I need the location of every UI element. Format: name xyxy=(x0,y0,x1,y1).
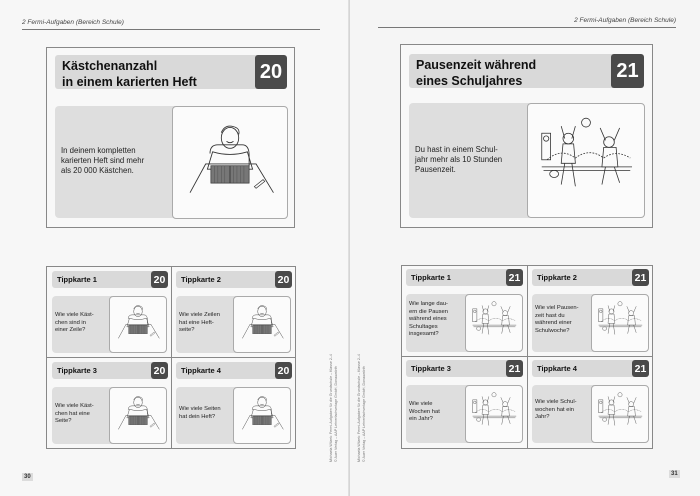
child-reading-notebook-icon xyxy=(234,388,290,443)
statement-line: In deinem kompletten xyxy=(61,146,136,155)
tip-cards-20 xyxy=(46,266,296,449)
question-line: während einer xyxy=(535,320,572,327)
statement-line: Du hast in einem Schul- xyxy=(415,145,498,154)
tip-text-panel xyxy=(52,387,112,444)
task-title xyxy=(62,59,197,90)
tip-card-4 xyxy=(528,357,653,447)
credit-line: Michaela Wilzek: Fermi-Aufgaben für die Grundschule – Klasse 2–4 xyxy=(329,354,333,462)
tip-illustration-frame xyxy=(465,294,523,352)
question-line: wochen hat ein xyxy=(535,406,574,413)
credit-line: © Auer Verlag – AAP Lehrerfachverlage GmbH, Donauwörth xyxy=(333,366,338,462)
children-playing-ball-icon xyxy=(528,104,644,217)
tip-card-3 xyxy=(402,357,527,447)
task-title-line: Pausenzeit während xyxy=(416,58,537,72)
copyright-credit xyxy=(357,354,366,462)
copyright-credit xyxy=(329,354,338,462)
tip-number-badge: 20 xyxy=(275,362,292,379)
tip-card-1 xyxy=(402,266,527,356)
tip-illustration-frame xyxy=(233,387,291,444)
question-line: Wie viele Zeilen xyxy=(179,312,220,318)
credit-line: Michaela Wilzek: Fermi-Aufgaben für die Grundschule – Klasse 2–4 xyxy=(357,354,361,462)
tip-question xyxy=(409,401,440,424)
tip-illustration-frame xyxy=(109,296,167,353)
question-line: einer Zeile? xyxy=(55,327,86,334)
question-line: Wie viele Käst- xyxy=(55,312,94,318)
child-reading-notebook-icon xyxy=(110,388,166,443)
task-statement xyxy=(61,146,144,176)
children-playing-ball-icon xyxy=(466,386,522,442)
task-illustration-frame xyxy=(527,103,645,218)
tip-text-panel xyxy=(406,294,468,352)
tip-illustration-frame xyxy=(233,296,291,353)
children-playing-ball-icon xyxy=(592,295,648,351)
question-line: Schultages xyxy=(409,323,438,330)
running-head: 2 Fermi-Aufgaben (Bereich Schule) xyxy=(22,19,124,26)
tip-question xyxy=(535,399,577,422)
tip-cards-21 xyxy=(401,265,653,449)
statement-line: als 20 000 Kästchen. xyxy=(61,166,134,176)
question-line: insgesamt? xyxy=(409,331,439,338)
question-line: Schulwoche? xyxy=(535,327,570,334)
task-title xyxy=(416,58,536,89)
statement-line: karierten Heft sind mehr xyxy=(61,156,145,166)
tip-illustration-frame xyxy=(591,385,649,443)
statement-line: Pausenzeit. xyxy=(415,165,456,175)
tip-label: Tippkarte 3 xyxy=(411,364,451,373)
header-rule xyxy=(378,27,676,28)
task-title-line: in einem karierten Heft xyxy=(62,74,197,89)
tip-text-panel xyxy=(176,296,236,353)
child-reading-notebook-icon xyxy=(234,297,290,352)
tip-card-1 xyxy=(47,267,171,357)
question-line: ern die Pausen xyxy=(409,308,448,315)
running-head: 2 Fermi-Aufgaben (Bereich Schule) xyxy=(574,17,676,24)
tip-card-2 xyxy=(172,267,296,357)
question-line: Wie lange dau- xyxy=(409,301,448,307)
page-number: 31 xyxy=(671,471,678,477)
tip-label: Tippkarte 3 xyxy=(57,366,97,375)
tip-text-panel xyxy=(406,385,468,443)
tip-number-badge: 20 xyxy=(151,362,168,379)
task-title-line: Kästchenanzahl xyxy=(62,59,158,73)
tip-label: Tippkarte 2 xyxy=(181,275,221,284)
tip-label: Tippkarte 4 xyxy=(537,364,577,373)
question-line: chen sind in xyxy=(55,319,86,326)
tip-question xyxy=(409,301,448,339)
tip-label: Tippkarte 4 xyxy=(181,366,221,375)
question-line: Wochen hat xyxy=(409,408,440,415)
header-rule xyxy=(22,29,320,30)
tip-question xyxy=(179,312,220,335)
tip-question xyxy=(179,406,221,421)
tip-number-badge: 21 xyxy=(632,360,649,377)
question-line: Wie viel Pausen- xyxy=(535,305,579,311)
question-line: chen hat eine xyxy=(55,410,90,417)
task-number-badge: 20 xyxy=(255,55,287,89)
tip-number-badge: 21 xyxy=(632,269,649,286)
tip-label: Tippkarte 1 xyxy=(57,275,97,284)
tip-card-3 xyxy=(47,358,171,448)
tip-question xyxy=(535,305,579,335)
task-title-line: eines Schuljahres xyxy=(416,73,523,88)
task-illustration-frame xyxy=(172,106,288,219)
tip-number-badge: 21 xyxy=(506,269,523,286)
tip-text-panel xyxy=(532,385,594,443)
question-line: Wie viele Seiten xyxy=(179,406,221,412)
children-playing-ball-icon xyxy=(466,295,522,351)
task-statement xyxy=(415,145,502,175)
task-number-badge: 21 xyxy=(611,54,644,88)
tip-number-badge: 20 xyxy=(151,271,168,288)
question-line: ein Jahr? xyxy=(409,416,433,423)
question-line: Seite? xyxy=(55,418,72,425)
question-line: seite? xyxy=(179,327,195,334)
task-text-panel xyxy=(55,106,175,218)
question-line: Wie viele xyxy=(409,401,433,407)
tip-illustration-frame xyxy=(109,387,167,444)
tip-illustration-frame xyxy=(465,385,523,443)
question-line: während eines xyxy=(409,316,447,323)
question-line: hat dein Heft? xyxy=(179,413,216,420)
question-line: zeit hast du xyxy=(535,312,565,319)
task-card-21 xyxy=(400,44,653,228)
question-line: Wie viele Schul- xyxy=(535,399,577,405)
tip-number-badge: 20 xyxy=(275,271,292,288)
tip-card-4 xyxy=(172,358,296,448)
tip-illustration-frame xyxy=(591,294,649,352)
tip-text-panel xyxy=(532,294,594,352)
tip-label: Tippkarte 1 xyxy=(411,273,451,282)
question-line: Wie viele Käst- xyxy=(55,403,94,409)
right-page xyxy=(350,0,700,496)
child-reading-notebook-icon xyxy=(110,297,166,352)
tip-text-panel xyxy=(176,387,236,444)
tip-number-badge: 21 xyxy=(506,360,523,377)
tip-text-panel xyxy=(52,296,112,353)
statement-line: jahr mehr als 10 Stunden xyxy=(415,155,503,165)
tip-card-2 xyxy=(528,266,653,356)
task-text-panel xyxy=(409,103,529,218)
question-line: Jahr? xyxy=(535,414,550,421)
credit-line: © Auer Verlag – AAP Lehrerfachverlage GmbH, Donauwörth xyxy=(361,366,366,462)
tip-question xyxy=(55,312,94,335)
tip-label: Tippkarte 2 xyxy=(537,273,577,282)
children-playing-ball-icon xyxy=(592,386,648,442)
task-card-20 xyxy=(46,47,295,228)
child-reading-notebook-icon xyxy=(173,107,287,218)
tip-question xyxy=(55,403,94,426)
question-line: hat eine Heft- xyxy=(179,319,214,326)
page-number: 30 xyxy=(24,474,31,480)
